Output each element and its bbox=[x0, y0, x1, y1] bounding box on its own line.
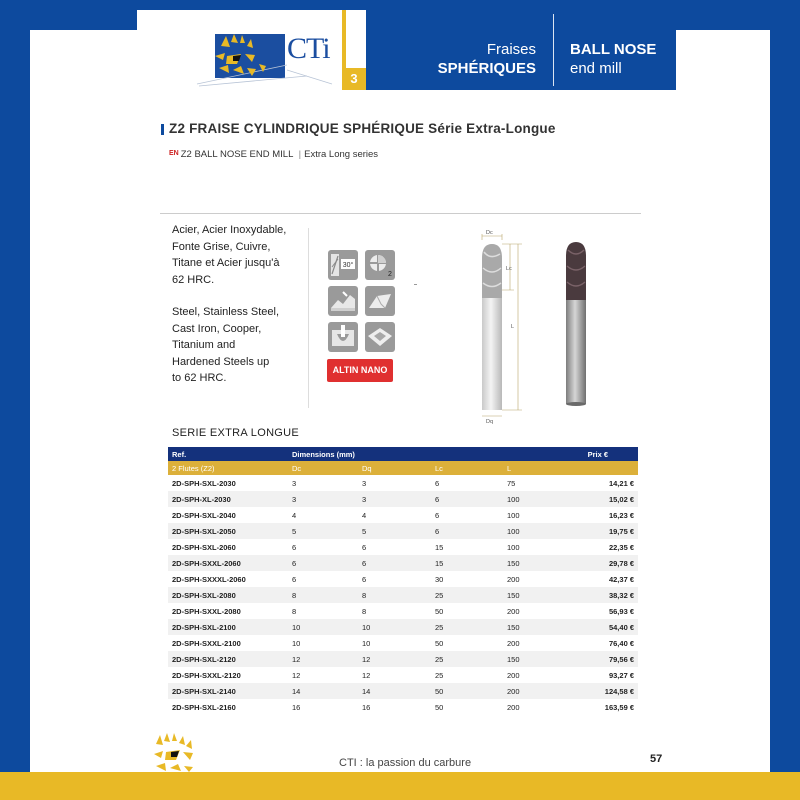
table-row bbox=[168, 635, 638, 651]
col-price-spacer bbox=[563, 461, 638, 475]
product-title: Z2 FRAISE CYLINDRIQUE SPHÉRIQUE Série Extra-Longue bbox=[169, 121, 556, 136]
table-body bbox=[168, 475, 638, 715]
cell-lc: 50 bbox=[431, 683, 503, 699]
cti-logo bbox=[137, 10, 342, 90]
cell-lc: 15 bbox=[431, 539, 503, 555]
table-row bbox=[168, 619, 638, 635]
table-caption: SERIE EXTRA LONGUE bbox=[172, 427, 300, 439]
price-table bbox=[168, 447, 638, 715]
section-title-en-line2: end mill bbox=[570, 60, 622, 77]
cell-dc: 12 bbox=[288, 651, 358, 667]
cell-l: 100 bbox=[503, 539, 563, 555]
cell-l: 200 bbox=[503, 667, 563, 683]
section-title-fr bbox=[366, 40, 536, 78]
cell-dq: 12 bbox=[358, 667, 431, 683]
cell-lc: 6 bbox=[431, 475, 503, 491]
profiling-icon bbox=[328, 286, 358, 316]
cell-price: 14,21 € bbox=[563, 475, 638, 491]
col-price-header: Prix € bbox=[563, 447, 638, 461]
tool-drawing bbox=[482, 230, 522, 425]
table-row bbox=[168, 587, 638, 603]
contouring-icon bbox=[365, 286, 395, 316]
section-number: 3 bbox=[342, 68, 366, 90]
cell-lc: 6 bbox=[431, 507, 503, 523]
section-title-en-line1: BALL NOSE bbox=[570, 41, 657, 58]
cell-ref: 2D-SPH-SXL-2140 bbox=[168, 683, 288, 699]
cell-price: 15,02 € bbox=[563, 491, 638, 507]
footer-logo bbox=[150, 728, 202, 772]
flute-count-icon bbox=[365, 250, 395, 280]
col-ref-header: Ref. bbox=[168, 447, 288, 461]
cell-ref: 2D-SPH-SXL-2050 bbox=[168, 523, 288, 539]
coating-badge: ALTIN NANO bbox=[327, 359, 393, 382]
table-row bbox=[168, 667, 638, 683]
cell-l: 150 bbox=[503, 587, 563, 603]
dash-mark bbox=[414, 284, 417, 285]
cell-lc: 6 bbox=[431, 523, 503, 539]
section-rule bbox=[160, 213, 641, 214]
l-label: L bbox=[511, 324, 515, 330]
cell-l: 150 bbox=[503, 651, 563, 667]
cell-l: 200 bbox=[503, 571, 563, 587]
helix-angle-value: 30° bbox=[342, 262, 354, 269]
cell-lc: 25 bbox=[431, 667, 503, 683]
cell-ref: 2D-SPH-SXXL-2100 bbox=[168, 635, 288, 651]
cell-dc: 16 bbox=[288, 699, 358, 715]
subtitle-text: Z2 BALL NOSE END MILL bbox=[180, 149, 294, 160]
table-subheader-row bbox=[168, 461, 638, 475]
section-title-fr-line2: SPHÉRIQUES bbox=[437, 60, 536, 77]
dq-label: Dq bbox=[486, 419, 494, 425]
cell-dq: 6 bbox=[358, 571, 431, 587]
cell-price: 93,27 € bbox=[563, 667, 638, 683]
cell-price: 22,35 € bbox=[563, 539, 638, 555]
cell-ref: 2D-SPH-XL-2030 bbox=[168, 491, 288, 507]
table-row bbox=[168, 523, 638, 539]
materials-block bbox=[172, 222, 312, 403]
cell-dq: 5 bbox=[358, 523, 431, 539]
cell-dq: 12 bbox=[358, 651, 431, 667]
cell-lc: 50 bbox=[431, 635, 503, 651]
cell-dq: 10 bbox=[358, 619, 431, 635]
cell-ref: 2D-SPH-SXXL-2120 bbox=[168, 667, 288, 683]
cell-l: 100 bbox=[503, 523, 563, 539]
table-row bbox=[168, 571, 638, 587]
dc-label: Dc bbox=[486, 230, 493, 236]
cavity-icon bbox=[365, 322, 395, 352]
cell-dq: 3 bbox=[358, 491, 431, 507]
cell-price: 56,93 € bbox=[563, 603, 638, 619]
title-marker bbox=[161, 124, 164, 135]
cell-ref: 2D-SPH-SXL-2120 bbox=[168, 651, 288, 667]
cell-ref: 2D-SPH-SXL-2030 bbox=[168, 475, 288, 491]
cell-dc: 3 bbox=[288, 475, 358, 491]
cell-lc: 50 bbox=[431, 699, 503, 715]
cell-l: 150 bbox=[503, 555, 563, 571]
cell-ref: 2D-SPH-SXL-2160 bbox=[168, 699, 288, 715]
table-header-row bbox=[168, 447, 638, 461]
cell-dc: 6 bbox=[288, 571, 358, 587]
cell-price: 19,75 € bbox=[563, 523, 638, 539]
cell-price: 54,40 € bbox=[563, 619, 638, 635]
cell-l: 150 bbox=[503, 619, 563, 635]
cell-dc: 6 bbox=[288, 555, 358, 571]
table-row bbox=[168, 603, 638, 619]
cell-dq: 8 bbox=[358, 603, 431, 619]
table-row bbox=[168, 683, 638, 699]
cell-l: 100 bbox=[503, 491, 563, 507]
cell-dc: 10 bbox=[288, 635, 358, 651]
catalog-header bbox=[137, 10, 676, 90]
table-row bbox=[168, 475, 638, 491]
cell-dc: 8 bbox=[288, 603, 358, 619]
cell-price: 29,78 € bbox=[563, 555, 638, 571]
cell-ref: 2D-SPH-SXL-2100 bbox=[168, 619, 288, 635]
cell-ref: 2D-SPH-SXL-2080 bbox=[168, 587, 288, 603]
lc-label: Lc bbox=[506, 266, 512, 272]
cell-price: 16,23 € bbox=[563, 507, 638, 523]
cell-l: 100 bbox=[503, 507, 563, 523]
cell-dq: 14 bbox=[358, 683, 431, 699]
cell-price: 79,56 € bbox=[563, 651, 638, 667]
page-number: 57 bbox=[650, 753, 663, 765]
cell-price: 38,32 € bbox=[563, 587, 638, 603]
cell-l: 75 bbox=[503, 475, 563, 491]
section-title-en bbox=[570, 40, 670, 78]
cell-dq: 6 bbox=[358, 539, 431, 555]
header-divider bbox=[553, 14, 554, 86]
cell-dc: 8 bbox=[288, 587, 358, 603]
cell-price: 42,37 € bbox=[563, 571, 638, 587]
col-l-header: L bbox=[503, 461, 563, 475]
flute-group-header: 2 Flutes (Z2) bbox=[168, 461, 288, 475]
cell-dc: 5 bbox=[288, 523, 358, 539]
cell-l: 200 bbox=[503, 699, 563, 715]
helix-angle-icon bbox=[328, 250, 358, 280]
cell-dq: 16 bbox=[358, 699, 431, 715]
table-row bbox=[168, 507, 638, 523]
col-dimensions-header: Dimensions (mm) bbox=[288, 447, 563, 461]
cell-price: 163,59 € bbox=[563, 699, 638, 715]
cell-lc: 30 bbox=[431, 571, 503, 587]
subtitle-separator: | bbox=[298, 149, 302, 160]
cell-lc: 15 bbox=[431, 555, 503, 571]
cell-dc: 6 bbox=[288, 539, 358, 555]
cell-l: 200 bbox=[503, 683, 563, 699]
table-row bbox=[168, 491, 638, 507]
cell-lc: 50 bbox=[431, 603, 503, 619]
cell-dc: 4 bbox=[288, 507, 358, 523]
table-row bbox=[168, 555, 638, 571]
cell-lc: 6 bbox=[431, 491, 503, 507]
materials-en: Steel, Stainless Steel, Cast Iron, Cooper, Titanium and Hardened Steels up to 62 HRC. bbox=[172, 306, 280, 384]
en-badge: EN bbox=[169, 150, 179, 157]
cell-dq: 4 bbox=[358, 507, 431, 523]
cell-lc: 25 bbox=[431, 651, 503, 667]
cell-lc: 25 bbox=[431, 619, 503, 635]
pocketing-icon bbox=[328, 322, 358, 352]
table-row bbox=[168, 539, 638, 555]
cell-ref: 2D-SPH-SXXL-2080 bbox=[168, 603, 288, 619]
col-dc-header: Dc bbox=[288, 461, 358, 475]
subtitle-series: Extra Long series bbox=[304, 149, 379, 160]
col-lc-header: Lc bbox=[431, 461, 503, 475]
bottom-gold-band bbox=[0, 772, 800, 800]
tool-photo bbox=[566, 242, 586, 406]
cell-dq: 3 bbox=[358, 475, 431, 491]
product-subtitle bbox=[169, 149, 378, 160]
cell-ref: 2D-SPH-SXL-2040 bbox=[168, 507, 288, 523]
cell-dc: 3 bbox=[288, 491, 358, 507]
table-row bbox=[168, 699, 638, 715]
table-row bbox=[168, 651, 638, 667]
cell-lc: 25 bbox=[431, 587, 503, 603]
section-title-fr-line1: Fraises bbox=[486, 41, 536, 58]
cell-dc: 10 bbox=[288, 619, 358, 635]
cell-dc: 12 bbox=[288, 667, 358, 683]
cell-price: 124,58 € bbox=[563, 683, 638, 699]
cell-dq: 6 bbox=[358, 555, 431, 571]
cell-ref: 2D-SPH-SXL-2060 bbox=[168, 539, 288, 555]
cell-price: 76,40 € bbox=[563, 635, 638, 651]
cell-dq: 8 bbox=[358, 587, 431, 603]
flute-count-value: 2 bbox=[388, 271, 392, 278]
materials-fr: Acier, Acier Inoxydable, Fonte Grise, Cuivre, Titane et Acier jusqu'à 62 HRC. bbox=[172, 224, 287, 286]
cell-l: 200 bbox=[503, 603, 563, 619]
cell-l: 200 bbox=[503, 635, 563, 651]
materials-divider bbox=[308, 228, 309, 408]
footer-tagline: CTI : la passion du carbure bbox=[339, 757, 472, 769]
cell-dq: 10 bbox=[358, 635, 431, 651]
col-dq-header: Dq bbox=[358, 461, 431, 475]
cell-dc: 14 bbox=[288, 683, 358, 699]
tool-illustration bbox=[470, 228, 600, 428]
cell-ref: 2D-SPH-SXXL-2060 bbox=[168, 555, 288, 571]
logo-wordmark: CTi bbox=[287, 32, 330, 65]
cell-ref: 2D-SPH-SXXXL-2060 bbox=[168, 571, 288, 587]
